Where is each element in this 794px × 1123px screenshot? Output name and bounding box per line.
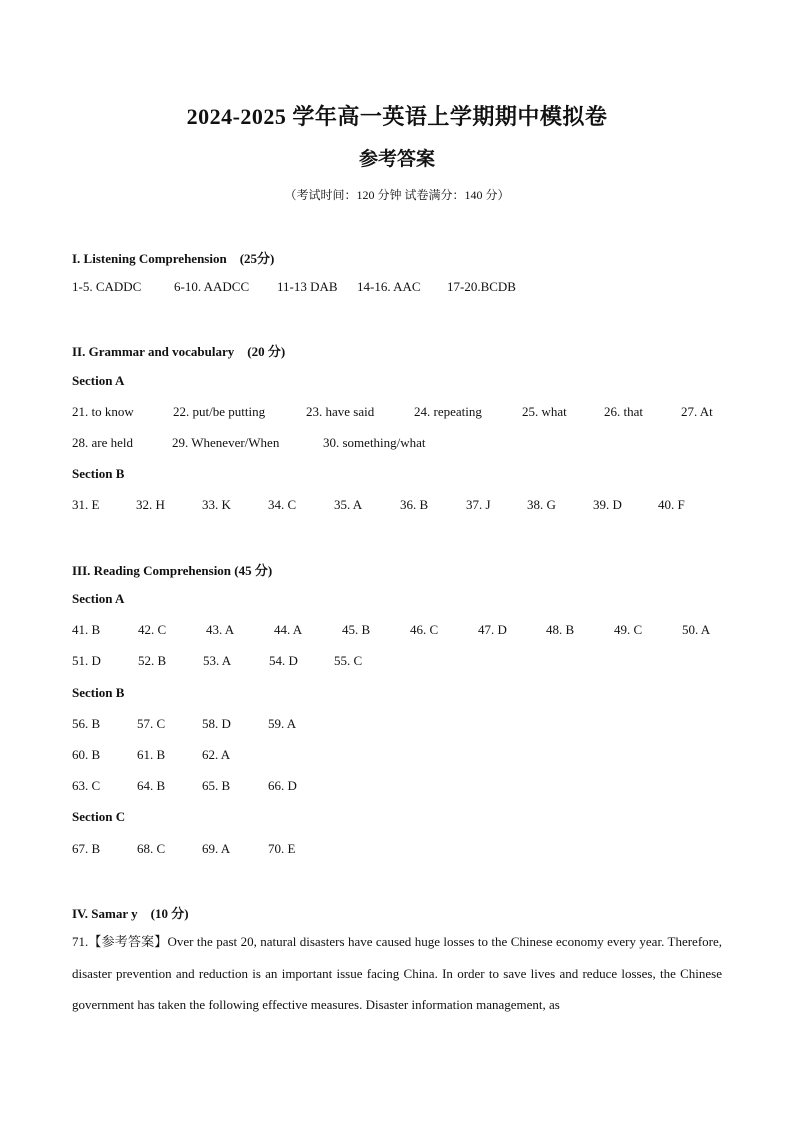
reading-section-c-label: Section C [72, 809, 126, 824]
answer-item: 40. F [658, 497, 685, 512]
answer-item: 50. A [682, 622, 711, 637]
answer-item: 54. D [269, 653, 298, 668]
answer-item: 48. B [546, 622, 575, 637]
summary-answer-paragraph: 71.【参考答案】Over the past 20, natural disasters have caused huge losses to the Chinese economy every year. Therefore, disaster prevention and reduction is an important issue facing China. In order to save lives and reduce losses, the Chinese government has taken the following effective measures. Disaster information management, as [72, 934, 722, 1012]
answer-item: 27. At [681, 404, 713, 419]
page-subtitle: 参考答案 [358, 149, 435, 170]
answer-item: 39. D [593, 497, 622, 512]
answer-item: 14-16. AAC [357, 279, 421, 294]
answer-item: 43. A [206, 622, 235, 637]
exam-info: （考试时间：120 分钟 试卷满分：140 分） [284, 188, 510, 202]
answer-item: 42. C [138, 622, 167, 637]
answer-item: 70. E [268, 841, 296, 856]
answer-item: 60. B [72, 747, 101, 762]
listening-heading: I. Listening Comprehension (25分) [72, 251, 275, 266]
answer-item: 65. B [202, 778, 231, 793]
answer-item: 67. B [72, 841, 101, 856]
reading-section-a-label: Section A [72, 591, 125, 606]
answer-item: 1-5. CADDC [72, 279, 142, 294]
answer-item: 29. Whenever/When [172, 435, 280, 450]
answer-item: 45. B [342, 622, 371, 637]
answer-item: 33. K [202, 497, 231, 512]
answer-item: 31. E [72, 497, 100, 512]
answer-item: 38. G [527, 497, 556, 512]
answer-item: 66. D [268, 778, 297, 793]
answer-item: 25. what [522, 404, 567, 419]
answer-item: 69. A [202, 841, 231, 856]
answer-item: 57. C [137, 716, 166, 731]
answer-item: 26. that [604, 404, 643, 419]
answer-item: 11-13 DAB [277, 279, 338, 294]
answer-item: 21. to know [72, 404, 134, 419]
answer-item: 61. B [137, 747, 166, 762]
answer-item: 35. A [334, 497, 363, 512]
grammar-section-b-label: Section B [72, 466, 125, 481]
answer-item: 47. D [478, 622, 507, 637]
grammar-section-a-label: Section A [72, 373, 125, 388]
page-title: 2024-2025 学年高一英语上学期期中模拟卷 [186, 104, 608, 129]
answer-item: 52. B [138, 653, 167, 668]
grammar-heading: II. Grammar and vocabulary (20 分) [72, 344, 286, 359]
answer-item: 58. D [202, 716, 231, 731]
answer-item: 68. C [137, 841, 166, 856]
answer-item: 28. are held [72, 435, 134, 450]
summary-heading: IV. Samar y (10 分) [72, 906, 189, 921]
answer-item: 30. something/what [323, 435, 426, 450]
answer-item: 17-20.BCDB [447, 279, 516, 294]
answer-item: 22. put/be putting [173, 404, 266, 419]
answer-item: 34. C [268, 497, 297, 512]
reading-section-b-label: Section B [72, 685, 125, 700]
answer-item: 44. A [274, 622, 303, 637]
answer-item: 56. B [72, 716, 101, 731]
answer-item: 55. C [334, 653, 363, 668]
answer-item: 23. have said [306, 404, 375, 419]
answer-item: 32. H [136, 497, 165, 512]
answer-item: 41. B [72, 622, 101, 637]
answer-item: 36. B [400, 497, 429, 512]
answer-item: 62. A [202, 747, 231, 762]
answer-item: 53. A [203, 653, 232, 668]
reading-heading: III. Reading Comprehension (45 分) [72, 563, 273, 578]
answer-item: 49. C [614, 622, 643, 637]
answer-item: 6-10. AADCC [174, 279, 250, 294]
answer-item: 64. B [137, 778, 166, 793]
answer-item: 59. A [268, 716, 297, 731]
answer-item: 46. C [410, 622, 439, 637]
answer-item: 24. repeating [414, 404, 482, 419]
answer-item: 51. D [72, 653, 101, 668]
answer-item: 37. J [466, 497, 491, 512]
answer-item: 63. C [72, 778, 101, 793]
